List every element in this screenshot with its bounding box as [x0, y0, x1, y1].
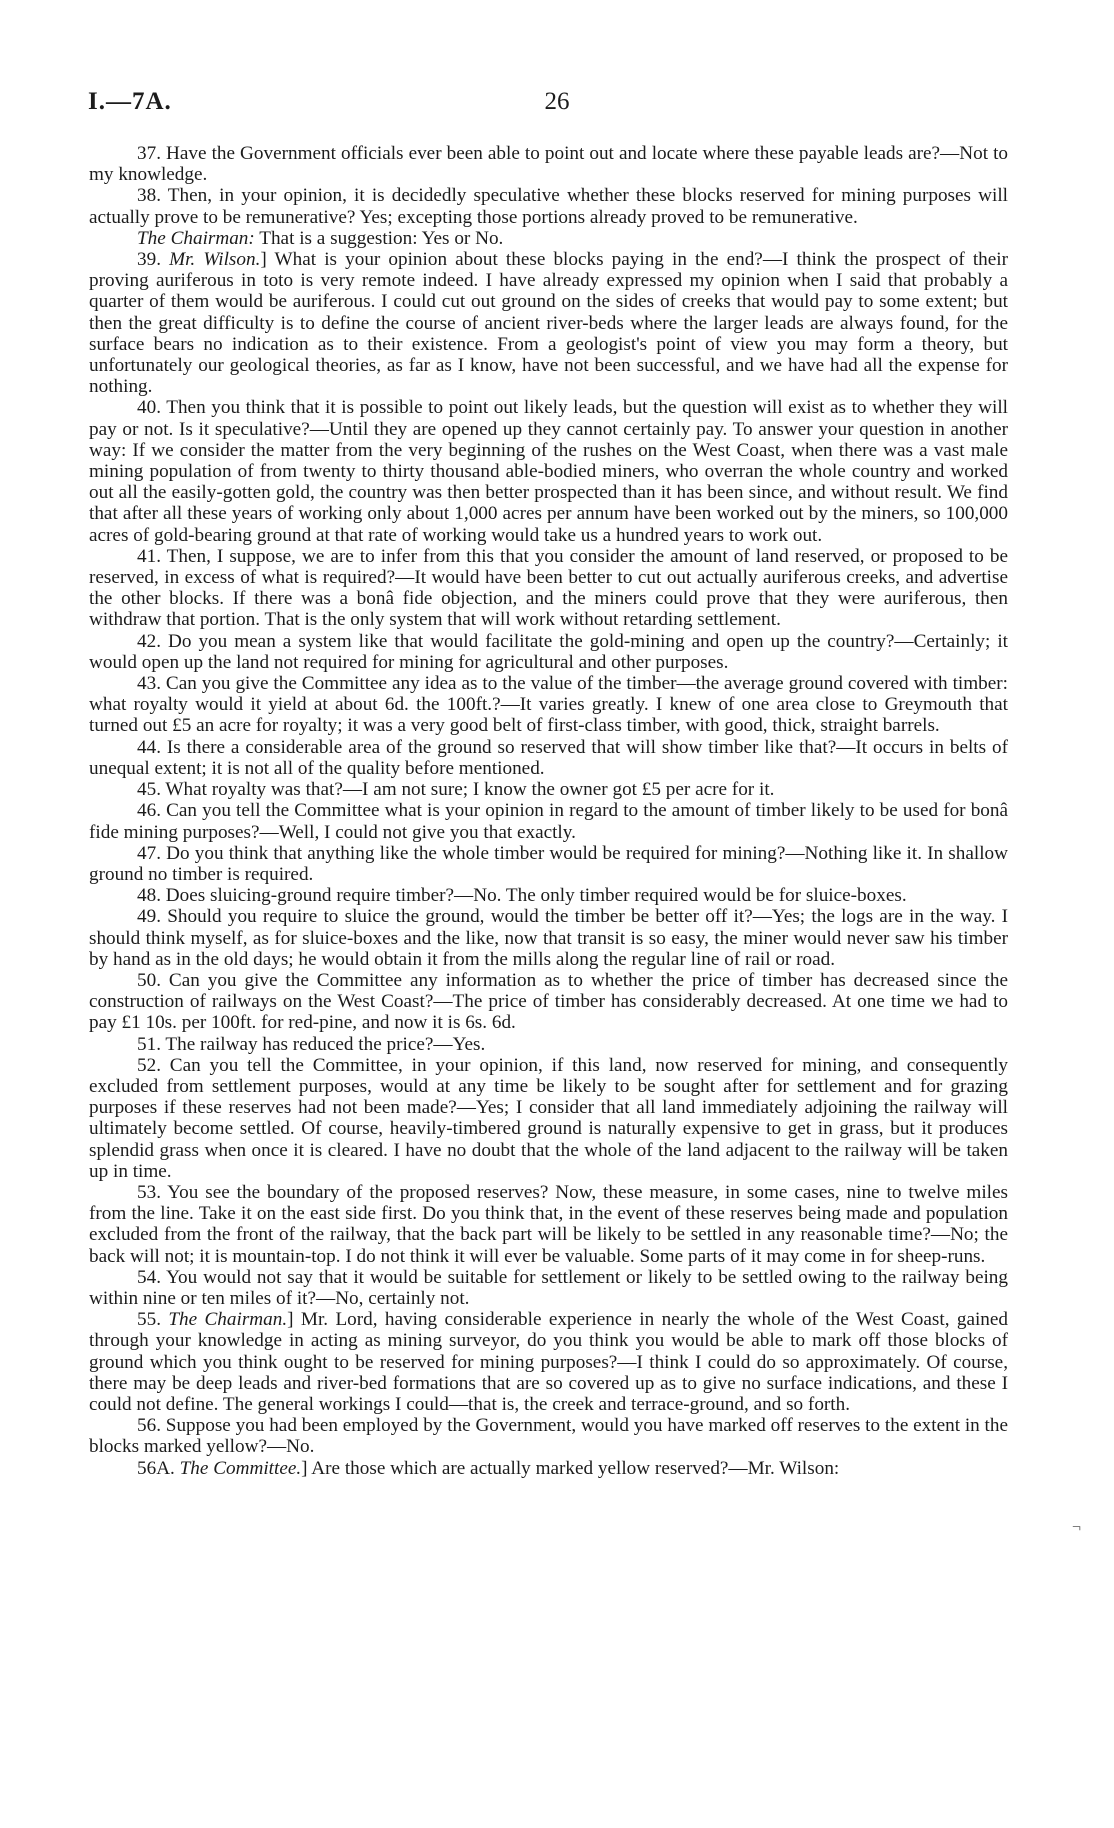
paragraph-text: 42. Do you mean a system like that would facilitate the gold-mining and open up the country?—Certainly; it would open up the land not required for mining for agricultural and other purposes. [89, 630, 1008, 673]
paragraph-text: 48. Does sluicing-ground require timber?—No. The only timber required would be for sluice-boxes. [137, 885, 907, 907]
paragraph-text: 56. Suppose you had been employed by the Government, would you have marked off reserves to the extent in the blocks marked yellow?—No. [89, 1415, 1008, 1458]
paragraph [89, 737, 1008, 779]
paragraph-text: ] Mr. Lord, having considerable experience in nearly the whole of the West Coast, gained through your knowledge in acting as mining surveyor, do you think you would be able to mark off those blocks of ground which you think ought to be reserved for mining purposes?—I think I could do so approximately. Of course, there may be deep leads and river-bed formations that are so covered up as to give no surface indications, and these I could not define. The general workings I could—that is, the creek and terrace-ground, and so forth. [89, 1309, 1009, 1415]
margin-mark: ¬ [1072, 1519, 1082, 1536]
paragraph [89, 970, 1008, 1034]
paragraph-text: 53. You see the boundary of the proposed reserves? Now, these measure, in some cases, nine to twelve miles from the line. Take it on the east side first. Do you think that, in the event of these reserves being made and population excluded from the front of the railway, that the back part will be likely to be settled in any reasonable time?—No; the back will not; it is mountain-top. I do not think it will ever be valuable. Some parts of it may come in for sheep-runs. [89, 1181, 1008, 1267]
paragraph [89, 397, 1008, 545]
paragraph-text: 56A. [137, 1457, 180, 1479]
paragraph-text: 37. Have the Government officials ever been able to point out and locate where these payable leads are?—Not to my knowledge. [89, 143, 1008, 186]
paragraph-text: 40. Then you think that it is possible to point out likely leads, but the question will exist as to whether they will pay or not. Is it speculative?—Until they are opened up they cannot certainly pay. To answer your question in another way: If we consider the matter from the very beginning of the rushes on the West Coast, when there was a vast male mining population of from twenty to thirty thousand able-bodied miners, who overran the whole country and worked out all the easily-gotten gold, the country was then better prospected than it has been since, and without result. We find that after all these years of working only about 1,000 acres per annum have been worked out by the miners, so 100,000 acres of gold-bearing ground at that rate of working would take us a hundred years to work out. [89, 397, 1008, 546]
paragraph [89, 906, 1008, 970]
paragraph-text: 43. Can you give the Committee any idea as to the value of the timber—the average ground covered with timber: what royalty would it yield at about 6d. the 100ft.?—It varies greatly. I knew of one area close to Greymouth that turned out £5 an acre for royalty; it was a very good belt of first-class timber, with good, thick, straight barrels. [89, 673, 1008, 737]
paragraph-text: 39. [137, 249, 170, 271]
paragraph [89, 843, 1008, 885]
paragraph-text: ] Are those which are actually marked yellow reserved?—Mr. Wilson: [301, 1457, 840, 1479]
paragraph-text: 55. [137, 1309, 169, 1331]
paragraph [89, 631, 1008, 673]
paragraph-text: 47. Do you think that anything like the whole timber would be required for mining?—Nothing like it. In shallow ground no timber is required. [89, 842, 1008, 885]
paragraph [89, 779, 1008, 800]
paragraph [89, 143, 1008, 185]
paragraph-text: 49. Should you require to sluice the ground, would the timber be better off it?—Yes; the logs are in the way. I should think myself, as for sluice-boxes and the like, now that transit is so easy, the miner would never saw his timber by hand as in the old days; he would obtain it from the mills along the regular line of rail or road. [89, 906, 1008, 970]
page-number: 26 [544, 88, 570, 115]
paragraph-text: 54. You would not say that it would be suitable for settlement or likely to be settled owing to the railway being within nine or ten miles of it?—No, certainly not. [89, 1266, 1008, 1309]
paragraph [89, 185, 1008, 227]
paragraph-text: 45. What royalty was that?—I am not sure; I know the owner got £5 per acre for it. [137, 779, 775, 801]
paragraph-text: ] What is your opinion about these blocks paying in the end?—I think the prospect of their proving auriferous in toto is very remote indeed. I have already expressed my opinion when I said that probably a quarter of them would be auriferous. I could cut out ground on the sides of creeks that would pay to some extent; but then the great difficulty is to define the course of ancient river-beds where the larger leads are always found, for the surface bears no indication as to their existence. From a geologist's point of view you may form a theory, but unfortunately our geological theories, as far as I know, have not been successful, and we have had all the expense for nothing. [89, 249, 1009, 398]
paragraph [89, 1267, 1008, 1309]
paragraph-text: 52. Can you tell the Committee, in your opinion, if this land, now reserved for mining, and consequently excluded from settlement purposes, would at any time be likely to be sought after for settlement and for grazing purposes if these reserves had not been made?—Yes; I consider that all land immediately adjoining the railway will ultimately become settled. Of course, heavily-timbered ground is naturally expensive to get in grass, but it produces splendid grass when once it is cleared. I have no doubt that the whole of the land adjacent to the railway will be taken up in time. [89, 1054, 1008, 1182]
paragraph-text: 41. Then, I suppose, we are to infer from this that you consider the amount of land reserved, or proposed to be reserved, in excess of what is required?—It would have been better to cut out actually auriferous creeks, and advertise the other blocks. If there was a bonâ fide objection, and the miners could prove that they were auriferous, then withdraw that portion. That is the only system that will work without retarding settlement. [89, 545, 1008, 631]
paragraph-text: 38. Then, in your opinion, it is decidedly speculative whether these blocks reserved for mining purposes will actually prove to be remunerative? Yes; excepting those portions already proved to be remunerative. [89, 185, 1008, 228]
document-reference: I.—7A. [88, 88, 172, 115]
paragraph [89, 673, 1008, 737]
paragraph [89, 546, 1008, 631]
paragraph [89, 228, 1008, 249]
paragraph-text: That is a suggestion: Yes or No. [254, 227, 504, 249]
paragraph-text: 50. Can you give the Committee any information as to whether the price of timber has decreased since the construction of railways on the West Coast?—The price of timber has considerably decreased. At one time we had to pay £1 10s. per 100ft. for red-pine, and now it is 6s. 6d. [89, 969, 1008, 1034]
paragraph [89, 1415, 1008, 1457]
page-body [89, 143, 1008, 1479]
paragraph-text: 44. Is there a considerable area of the ground so reserved that will show timber like that?—It occurs in belts of unequal extent; it is not all of the quality before mentioned. [89, 736, 1008, 779]
paragraph [89, 1458, 1008, 1479]
speaker-name: The Chairman: [137, 227, 255, 249]
paragraph-text: 51. The railway has reduced the price?—Yes. [137, 1033, 486, 1055]
paragraph [89, 249, 1008, 397]
speaker-name: The Committee. [179, 1457, 302, 1479]
paragraph [89, 800, 1008, 842]
paragraph [89, 1309, 1008, 1415]
paragraph [89, 1055, 1008, 1182]
speaker-name: The Chairman. [168, 1309, 288, 1331]
paragraph [89, 1034, 1008, 1055]
paragraph-text: 46. Can you tell the Committee what is your opinion in regard to the amount of timber likely to be used for bonâ fide mining purposes?—Well, I could not give you that exactly. [89, 800, 1008, 843]
paragraph [89, 1182, 1008, 1267]
paragraph [89, 885, 1008, 906]
page-header [88, 88, 1026, 124]
speaker-name: Mr. Wilson. [169, 249, 261, 271]
